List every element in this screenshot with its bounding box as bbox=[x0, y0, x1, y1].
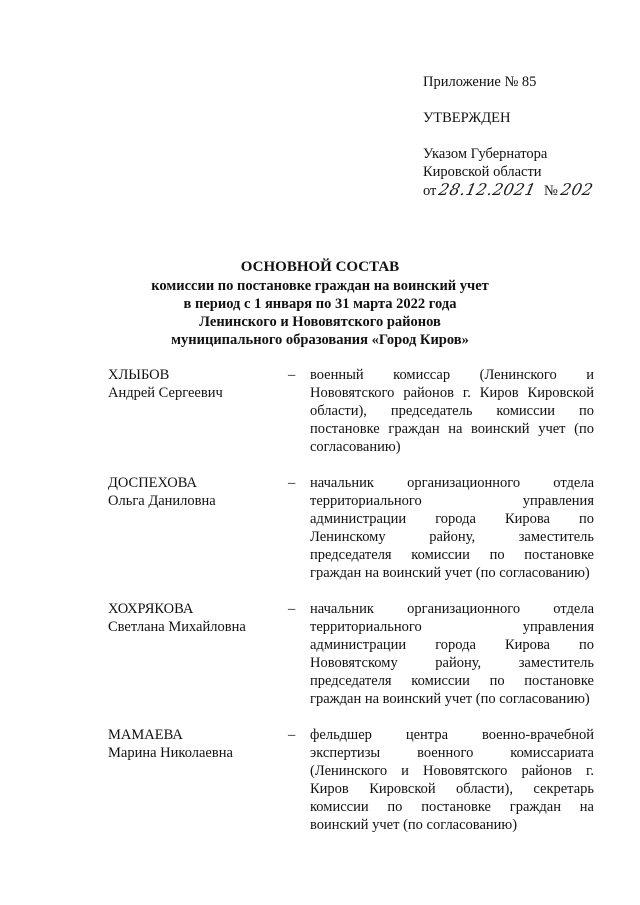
decree-date-line bbox=[423, 181, 613, 200]
member-row bbox=[108, 366, 594, 456]
member-given-names: Светлана Михайловна bbox=[108, 619, 246, 635]
title-main: ОСНОВНОЙ СОСТАВ bbox=[240, 259, 400, 275]
member-given-names: Андрей Сергеевич bbox=[108, 385, 223, 401]
member-role: фельдшер центра военно-врачебной экспертизы военного комиссариата (Ленинского и Нововятского районов г. Киров Кировской области), секретарь комиссии по постановке граждан на воинский учет (по согласованию) bbox=[310, 727, 594, 833]
member-role: начальник организационного отдела территориального управления администрации города Кирова по Ленинскому району, заместитель председателя комиссии по постановке граждан на воинский учет (по согласованию) bbox=[310, 475, 594, 581]
handwritten-date: 28.12.2021 bbox=[437, 180, 539, 199]
members-list bbox=[108, 366, 594, 852]
member-surname: МАМАЕВА bbox=[108, 727, 183, 743]
member-dash: – bbox=[288, 475, 296, 491]
member-surname: ДОСПЕХОВА bbox=[108, 475, 197, 491]
title-line-4: муниципального образования «Город Киров» bbox=[171, 332, 469, 348]
member-dash: – bbox=[288, 727, 296, 743]
approved-label: УТВЕРЖДЕН bbox=[423, 110, 511, 126]
number-prefix: № bbox=[544, 183, 558, 199]
member-given-names: Марина Николаевна bbox=[108, 745, 233, 761]
member-given-names: Ольга Даниловна bbox=[108, 493, 216, 509]
date-prefix: от bbox=[423, 183, 437, 199]
title-line-3: Ленинского и Нововятского районов bbox=[199, 314, 441, 330]
member-role: военный комиссар (Ленинского и Нововятского районов г. Киров Кировской области), председатель комиссии по постановке граждан на воинский учет (по согласованию) bbox=[310, 367, 594, 455]
member-name bbox=[108, 726, 288, 834]
member-dash: – bbox=[288, 601, 296, 617]
member-surname: ХОХРЯКОВА bbox=[108, 601, 194, 617]
document-title bbox=[0, 258, 640, 349]
title-line-1: комиссии по постановке граждан на воинский учет bbox=[151, 278, 489, 294]
member-row bbox=[108, 600, 594, 708]
member-row bbox=[108, 474, 594, 582]
member-surname: ХЛЫБОВ bbox=[108, 367, 170, 383]
decree-line-2: Кировской области bbox=[423, 164, 542, 180]
member-dash: – bbox=[288, 367, 296, 383]
member-name bbox=[108, 366, 288, 456]
handwritten-number: 202 bbox=[558, 180, 596, 199]
appendix-number: Приложение № 85 bbox=[423, 74, 537, 90]
member-name bbox=[108, 600, 288, 708]
approval-block bbox=[423, 73, 613, 200]
member-row bbox=[108, 726, 594, 834]
title-line-2: в период с 1 января по 31 марта 2022 года bbox=[183, 296, 457, 312]
decree-line-1: Указом Губернатора bbox=[423, 146, 548, 162]
member-name bbox=[108, 474, 288, 582]
member-role: начальник организационного отдела территориального управления администрации города Кирова по Нововятскому району, заместитель председателя комиссии по постановке граждан на воинский учет (по согласованию) bbox=[310, 601, 594, 707]
